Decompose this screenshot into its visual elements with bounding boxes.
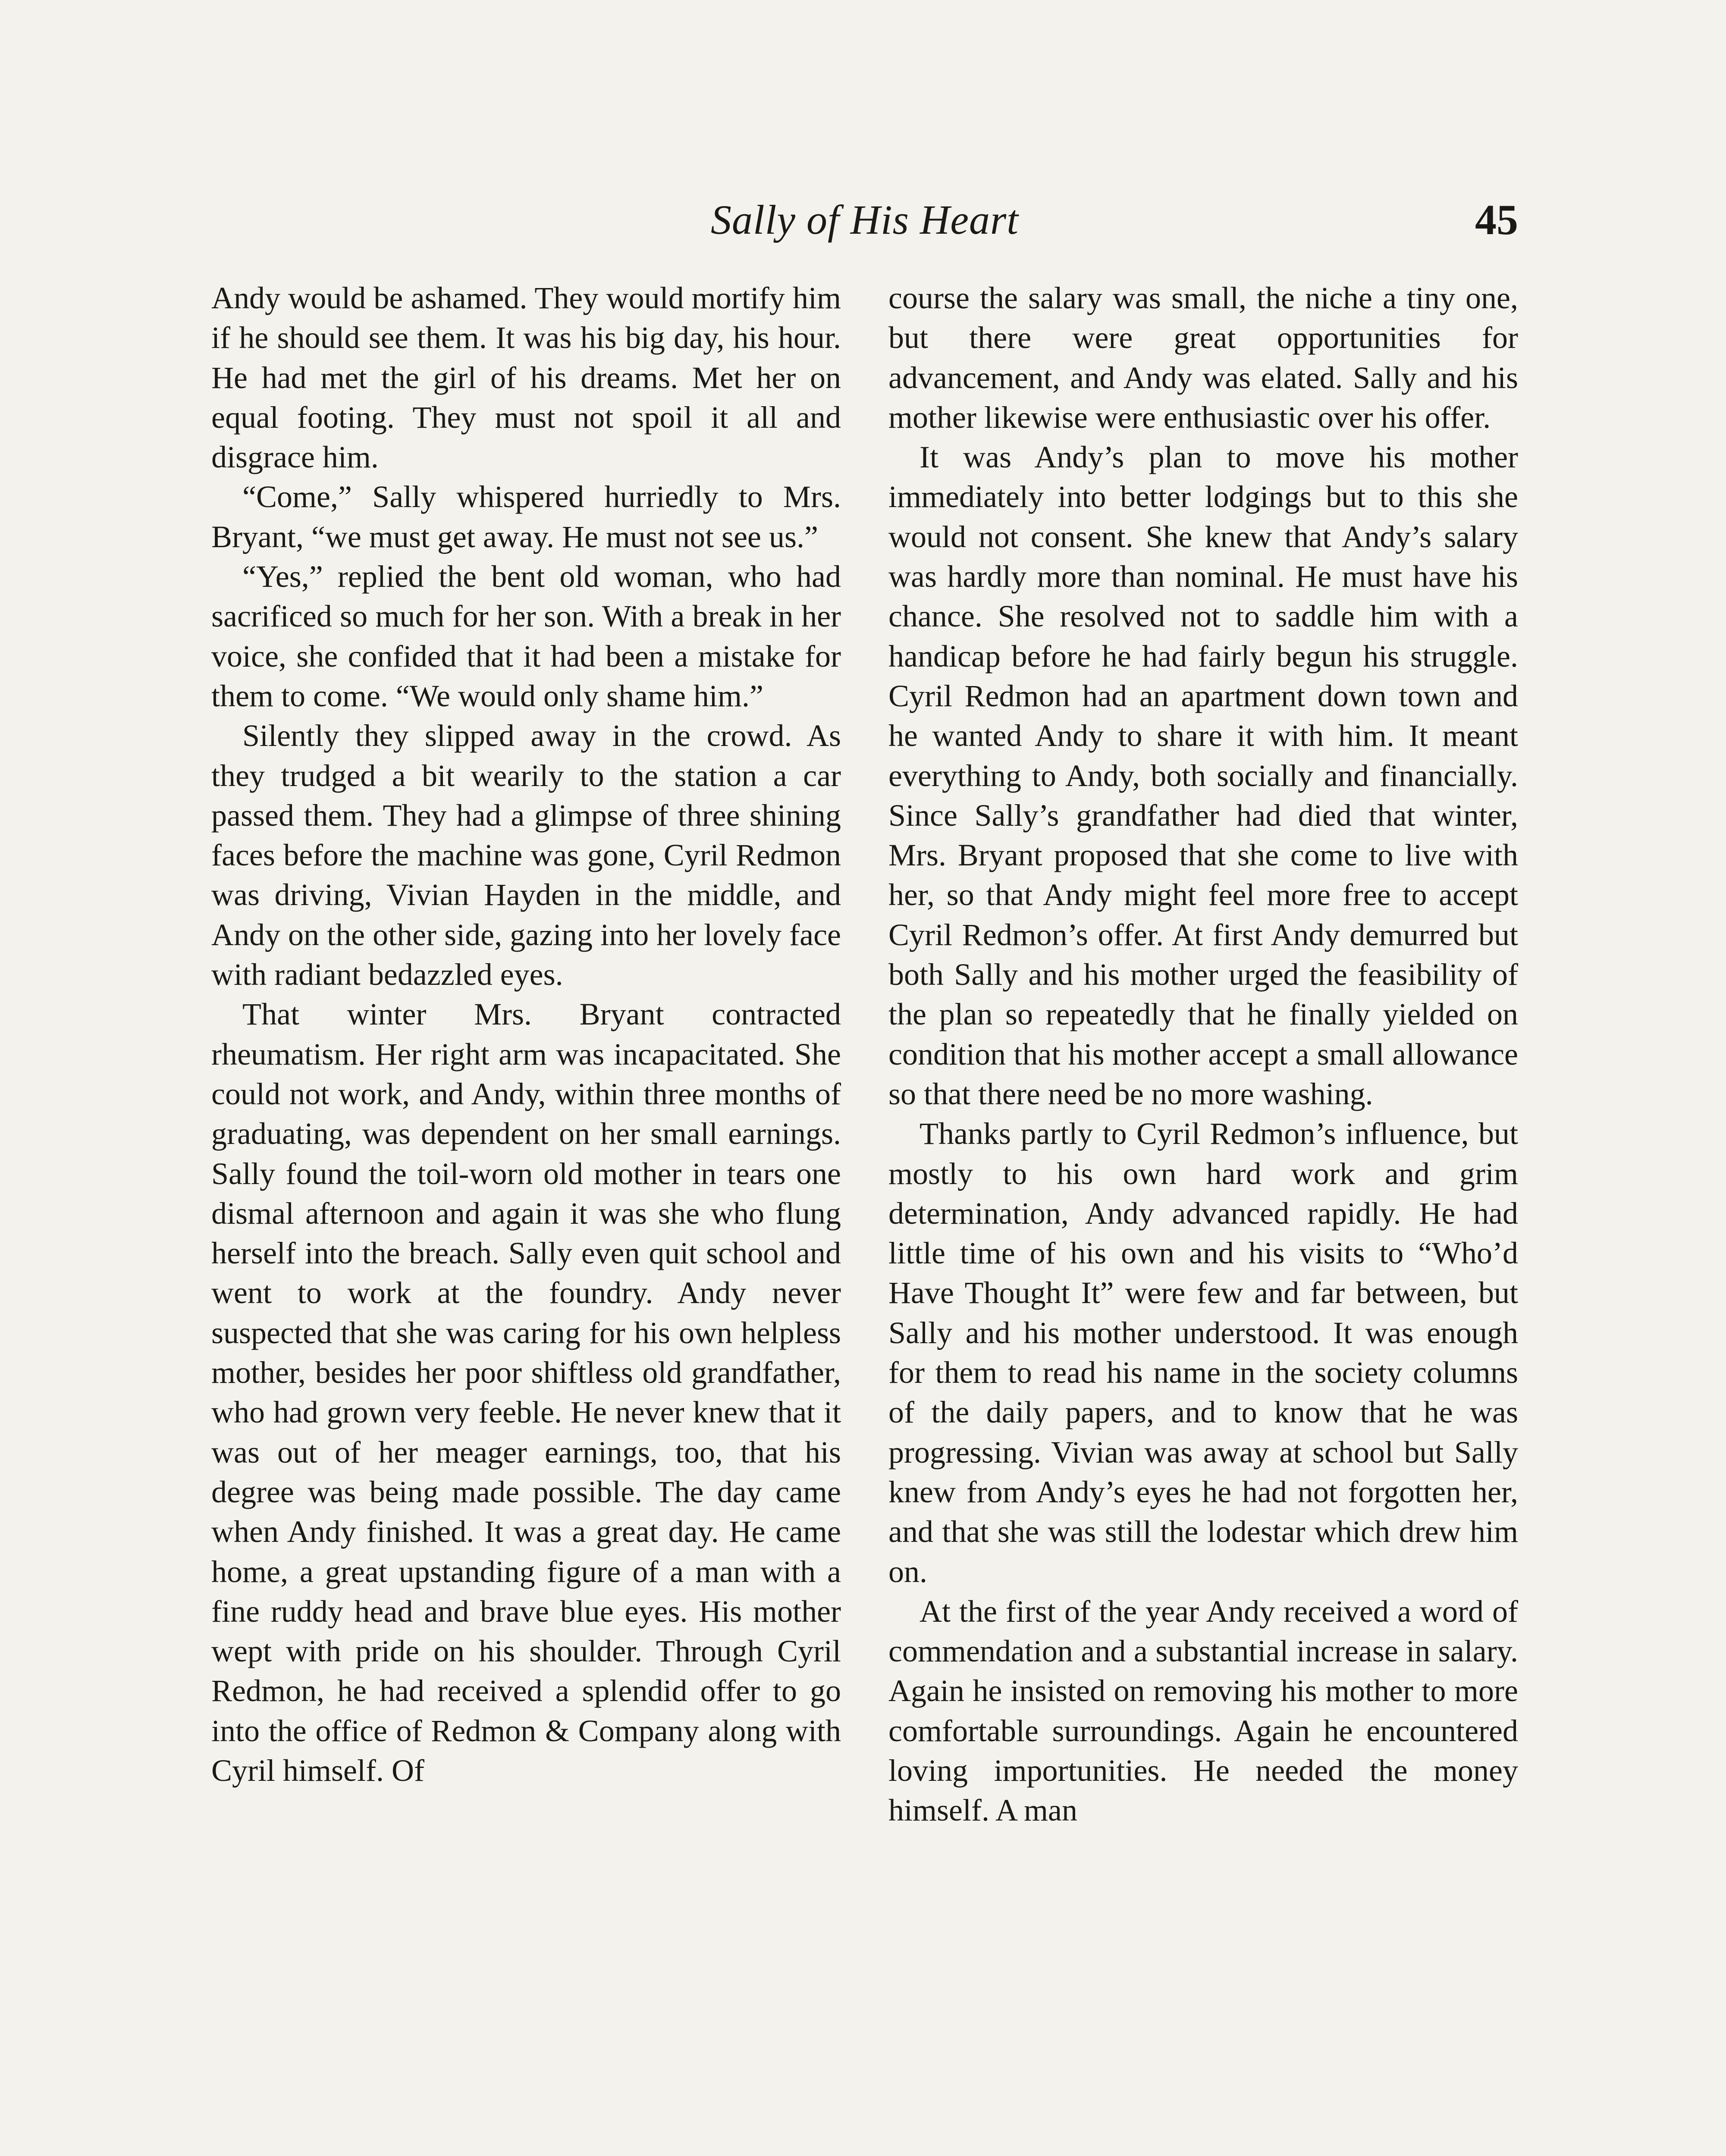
paragraph: At the first of the year Andy received a word of commendation and a substantial increase in salary. Again he insisted on removing his mother to more comfortable surroundings. Again he encountered loving importunities. He needed the money himself. A man xyxy=(888,1594,1518,1828)
page-header xyxy=(211,190,1518,250)
paragraph: course the salary was small, the niche a tiny one, but there were great opportunities for advancement, and Andy was elated. Sally and his mother likewise were enthusiastic over his offer. xyxy=(888,281,1518,435)
paragraph: Thanks partly to Cyril Redmon’s influence, but mostly to his own hard work and grim determination, Andy advanced rapidly. He had little time of his own and his visits to “Who’d Have Thought It” were few and far between, but Sally and his mother understood. It was enough for them to read his name in the society columns of the daily papers, and to know that he was progressing. Vivian was away at school but Sally knew from Andy’s eyes he had not forgotten her, and that she was still the lodestar which drew him on. xyxy=(888,1116,1518,1589)
paragraph: That winter Mrs. Bryant contracted rheumatism. Her right arm was incapacitated. She could not work, and Andy, within three months of graduating, was dependent on her small earnings. Sally found the toil-worn old mother in tears one dismal afternoon and again it was she who flung herself into the breach. Sally even quit school and went to work at the foundry. Andy never suspected that she was caring for his own helpless mother, besides her poor shiftless old grandfather, who had grown very feeble. He never knew that it was out of her meager earnings, too, that his degree was being made possible. The day came when Andy finished. It was a great day. He came home, a great upstanding figure of a man with a fine ruddy head and brave blue eyes. His mother wept with pride on his shoulder. Through Cyril Redmon, he had received a splendid offer to go into the office of Redmon & Company along with Cyril himself. Of xyxy=(211,997,841,1788)
paragraph: Silently they slipped away in the crowd. As they trudged a bit wearily to the station a car passed them. They had a glimpse of three shining faces before the machine was gone, Cyril Redmon was driving, Vivian Hayden in the middle, and Andy on the other side, gazing into her lovely face with radiant bedazzled eyes. xyxy=(211,718,841,992)
paragraph: It was Andy’s plan to move his mother immediately into better lodgings but to this she would not consent. She knew that Andy’s salary was hardly more than nominal. He must have his chance. She resolved not to saddle him with a handicap before he had fairly begun his struggle. Cyril Redmon had an apartment down town and he wanted Andy to share it with him. It meant everything to Andy, both socially and financially. Since Sally’s grandfather had died that winter, Mrs. Bryant proposed that she come to live with her, so that Andy might feel more free to accept Cyril Redmon’s offer. At first Andy demurred but both Sally and his mother urged the feasibility of the plan so repeatedly that he finally yielded on condition that his mother accept a small allowance so that there need be no more washing. xyxy=(888,440,1518,1111)
text-column-left xyxy=(211,278,841,1790)
running-title: Sally of His Heart xyxy=(711,197,1019,243)
paragraph: “Yes,” replied the bent old woman, who had sacrificed so much for her son. With a break in her voice, she confided that it had been a mistake for them to come. “We would only shame him.” xyxy=(211,559,841,713)
text-column-right xyxy=(888,278,1518,1830)
paragraph: Andy would be ashamed. They would mortify him if he should see them. It was his big day, his hour. He had met the girl of his dreams. Met her on equal footing. They must not spoil it all and disgrace him. xyxy=(211,281,841,475)
paragraph: “Come,” Sally whispered hurriedly to Mrs. Bryant, “we must get away. He must not see us.” xyxy=(211,479,841,554)
page-number: 45 xyxy=(1475,196,1518,244)
